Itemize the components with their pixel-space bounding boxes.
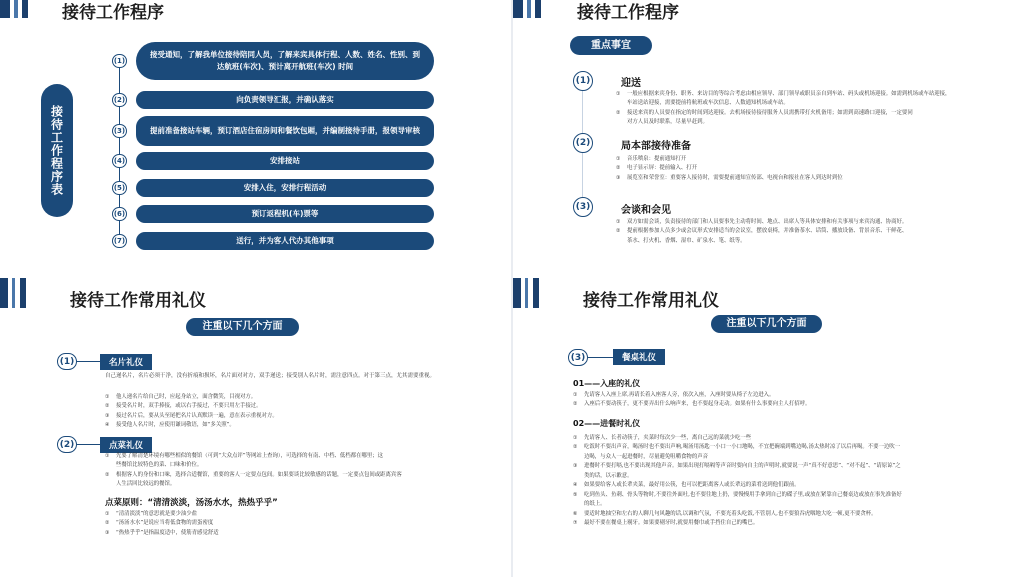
list-item: ① 先请客人入座上席,再请长着入座客人旁，依次入座，入座时要从椅子左边进入。	[573, 392, 775, 398]
list-item: ① 先要了解清楚环境有哪些相似的餐馆（可到“大众点评”等网站上查询），可选择的有南、中档、低档都在哪里；这	[105, 453, 384, 459]
section-number: (1)	[57, 353, 77, 370]
step-box: 向负责领导汇报，并确认落实	[136, 91, 434, 109]
list-item: ① 先请客人、长者动筷子，夹菜时每次少一些，离自己远的菜就少吃一些	[573, 435, 752, 441]
header-pill: 注重以下几个方面	[186, 318, 299, 336]
connector-line	[588, 357, 614, 358]
list-item: ② 接送来宾的人员要在指定的时间到达迎接。去机场接待接待服务人员需携带打火机备用；如需到高速路口迎接，一定要同	[616, 109, 913, 116]
slide-2[interactable]	[513, 0, 1024, 287]
step-number: (2)	[112, 93, 127, 107]
section-number: (2)	[573, 133, 593, 153]
list-item: 类的话，以示歉意。	[584, 472, 633, 479]
slide-title: 接待工作程序	[577, 3, 679, 23]
principle-heading: 点菜原则：“清清淡淡，汤汤水水，热热乎乎”	[105, 498, 278, 508]
step-box: 送行，并为客人代办其他事项	[136, 232, 434, 250]
list-item: 边喝，与众人一起进餐时，尽量避免咀嚼食物的声音	[584, 453, 708, 460]
list-item: ② 吃饭时不要出声音，喝汤时也不要出声响,喝汤用汤匙一小口一小口地喝，不宜把碗端到嘴边喝,汤太热时凉了以后再喝。不要一边吹一	[573, 444, 901, 451]
step-box: 接受通知，了解我单位接待陪同人员，了解来宾具体行程、人数、姓名、性别、到达航班(车次)、预计离开航班(车次) 时间	[136, 42, 434, 80]
list-item: ② 根据客人的身份和口味，选择合适餐馆，重要的客人一定要点包间。如果要谈比较敏感的话题，一定要点包间或距离宾客	[105, 471, 402, 478]
slide-4[interactable]	[513, 278, 1024, 577]
step-box: 安排接站	[136, 152, 434, 170]
title-accent-bar	[535, 0, 541, 18]
sub-list	[105, 510, 219, 538]
title-accent-bar	[513, 278, 521, 308]
list-item: ② 电子显示屏：提前输入、打开	[616, 165, 698, 172]
list-item: ③ 展览室和荣誉室：重要客人接待时，需要提前通知宣传部、电视台和报社在客人到达时到位	[616, 174, 843, 181]
step-box: 预订返程机(车)票等	[136, 205, 434, 223]
sub1-list	[573, 391, 810, 410]
list-item: ③ 进餐时不要打嗝,也不要出现其他声音。如果出现打嗝嗝等声音时要向自主的声明时,就要说一声“真不好意思”、“对不起”、“请原谅”之	[573, 463, 901, 470]
subsection-title: 01——入座的礼仪	[573, 379, 641, 388]
list-item: ⑦ 最好不要在餐桌上剔牙。如果要剔牙时,就要用餐巾或手挡住自己的嘴巴。	[573, 520, 759, 527]
vertical-label-text: 接待工作程序表	[49, 105, 64, 196]
header-pill: 重点事宜	[570, 36, 652, 55]
slide-title: 接待工作常用礼仪	[70, 291, 206, 311]
section-list	[616, 218, 907, 246]
slide-1[interactable]	[0, 0, 511, 287]
list-item: 茶水、打火机、香烟、湿巾、矿泉水、笔、纸等。	[627, 237, 746, 244]
list-item: ⑥ 要适时地抽空和左右的人聊几句风趣的话,以调和气氛，不要光着头吃饭,不管别人,也不要狼吞虎咽地大吃一顿,更不要贪杯。	[573, 510, 877, 517]
slide-title: 接待工作程序	[62, 3, 164, 23]
section-list	[105, 452, 402, 490]
section-heading: 迎送	[621, 78, 641, 89]
title-accent-bar	[0, 278, 8, 308]
step-number: (3)	[112, 124, 127, 138]
title-accent-bar-light	[14, 0, 18, 18]
section-number: (3)	[573, 197, 593, 217]
title-accent-bar	[22, 0, 28, 18]
title-accent-bar	[0, 0, 10, 18]
list-item: ② 提前根据参加人员多少或会议形式安排适当的会议室，摆放桌椅，并准备茶水、话筒、播放设备、背景音乐、干鲜花、	[616, 228, 908, 235]
list-item: ① 双方如需会谈，负责接待的部门和人员要事先主动将时间、地点、出席人等具体安排和有关事项与来宾沟通、协商好。	[616, 219, 908, 225]
list-item: ① 音乐喷泉：提前通知打开	[616, 156, 687, 162]
list-item: ② 接受名片时，双手捧接，或以右手接过，不要只用左手接过。	[105, 403, 262, 410]
list-item: ② 入座后不要动筷子，更不要弄出什么响声来，也不要起身走动。如果有什么事要向主人打招呼。	[573, 401, 811, 408]
subsection-title: 02——进餐时礼仪	[573, 419, 641, 428]
title-accent-bar-light	[525, 278, 528, 308]
section-list	[616, 90, 950, 128]
section-intro: 自己递名片，名片必须干净，没有折痕和损坏，名片面对对方，双手递送；接受别人名片时，需注意四点。对于第三点，尤其需要重视。	[105, 373, 436, 379]
vertical-label	[41, 84, 73, 217]
section-number: (3)	[568, 349, 588, 366]
section-tag: 点菜礼仪	[100, 437, 152, 453]
list-item: ① “清清淡淡”的意思就是要少油少盐	[105, 511, 198, 517]
section-number: (2)	[57, 436, 77, 453]
title-accent-bar	[513, 0, 523, 18]
list-item: 的纸上。	[584, 501, 606, 508]
section-heading: 会谈和会见	[621, 205, 671, 216]
list-item: ④ 接受他人名片时，应使用谦词敬语，如“多关照”。	[105, 422, 235, 429]
section-heading: 局本部接待准备	[621, 141, 691, 152]
title-accent-bar	[533, 278, 539, 308]
list-item: ① 一般应根据来宾身份、职务、来访目的等综合考虑由相应领导、部门领导或职员亲自到车站、码头或机场迎接。如需到机场或车站迎接，	[616, 91, 951, 97]
section-tag: 餐桌礼仪	[613, 349, 665, 365]
section-list	[105, 393, 278, 431]
slide-3[interactable]	[0, 278, 511, 577]
step-number: (1)	[112, 54, 127, 68]
step-number: (5)	[112, 181, 127, 195]
list-item: 人生活回比较远的餐馆。	[116, 481, 176, 488]
step-number: (4)	[112, 154, 127, 168]
slide-title: 接待工作常用礼仪	[583, 291, 719, 311]
section-number: (1)	[573, 71, 593, 91]
list-item: 对方人员及时联系，尽量早赶到。	[627, 119, 708, 126]
step-box: 提前准备接站车辆，预订酒店住宿房间和餐饮包厢，并编制接待手册，报领导审核	[136, 116, 434, 146]
title-accent-bar-light	[12, 278, 15, 308]
list-item: ① 他人递名片给自己时，应起身站立，面含微笑，目视对方。	[105, 394, 257, 400]
section-tag: 名片礼仪	[100, 354, 152, 370]
step-number: (7)	[112, 234, 127, 248]
list-item: 些餐馆比较特色的菜、口味和价位。	[116, 462, 203, 469]
list-item: ④ 如果要给客人或长辈夹菜，最好用公筷，也可以把距离客人或长辈远的菜肴送到他们跟前。	[573, 482, 800, 489]
step-box: 安排入住，安排行程活动	[136, 179, 434, 197]
list-item: ⑤ 吃到鱼头、鱼刺、骨头等物时,不要往外面吐,也不要往地上扔，要慢慢用手拿到自己的碟子里,或放在紧靠自己餐桌边或放在事先准备好	[573, 491, 902, 498]
list-item: ③ “热热乎乎”是指温度适中，使筋青感觉舒适	[105, 529, 219, 536]
list-item: 车站送站迎接，需要提前将航班或车次信息、人数通知机场或车站。	[627, 100, 789, 107]
title-accent-bar	[20, 278, 26, 308]
sub2-list	[573, 434, 902, 529]
header-pill: 注重以下几个方面	[711, 315, 822, 333]
section-list	[616, 155, 843, 183]
list-item: ② “汤汤水水”是说应当将低食物的需蛋密度	[105, 520, 214, 527]
step-number: (6)	[112, 207, 127, 221]
list-item: ③ 接过名片后，要从头至尾把名片认真默读一遍，意在表示重视对方。	[105, 412, 278, 419]
title-accent-bar-light	[527, 0, 531, 18]
